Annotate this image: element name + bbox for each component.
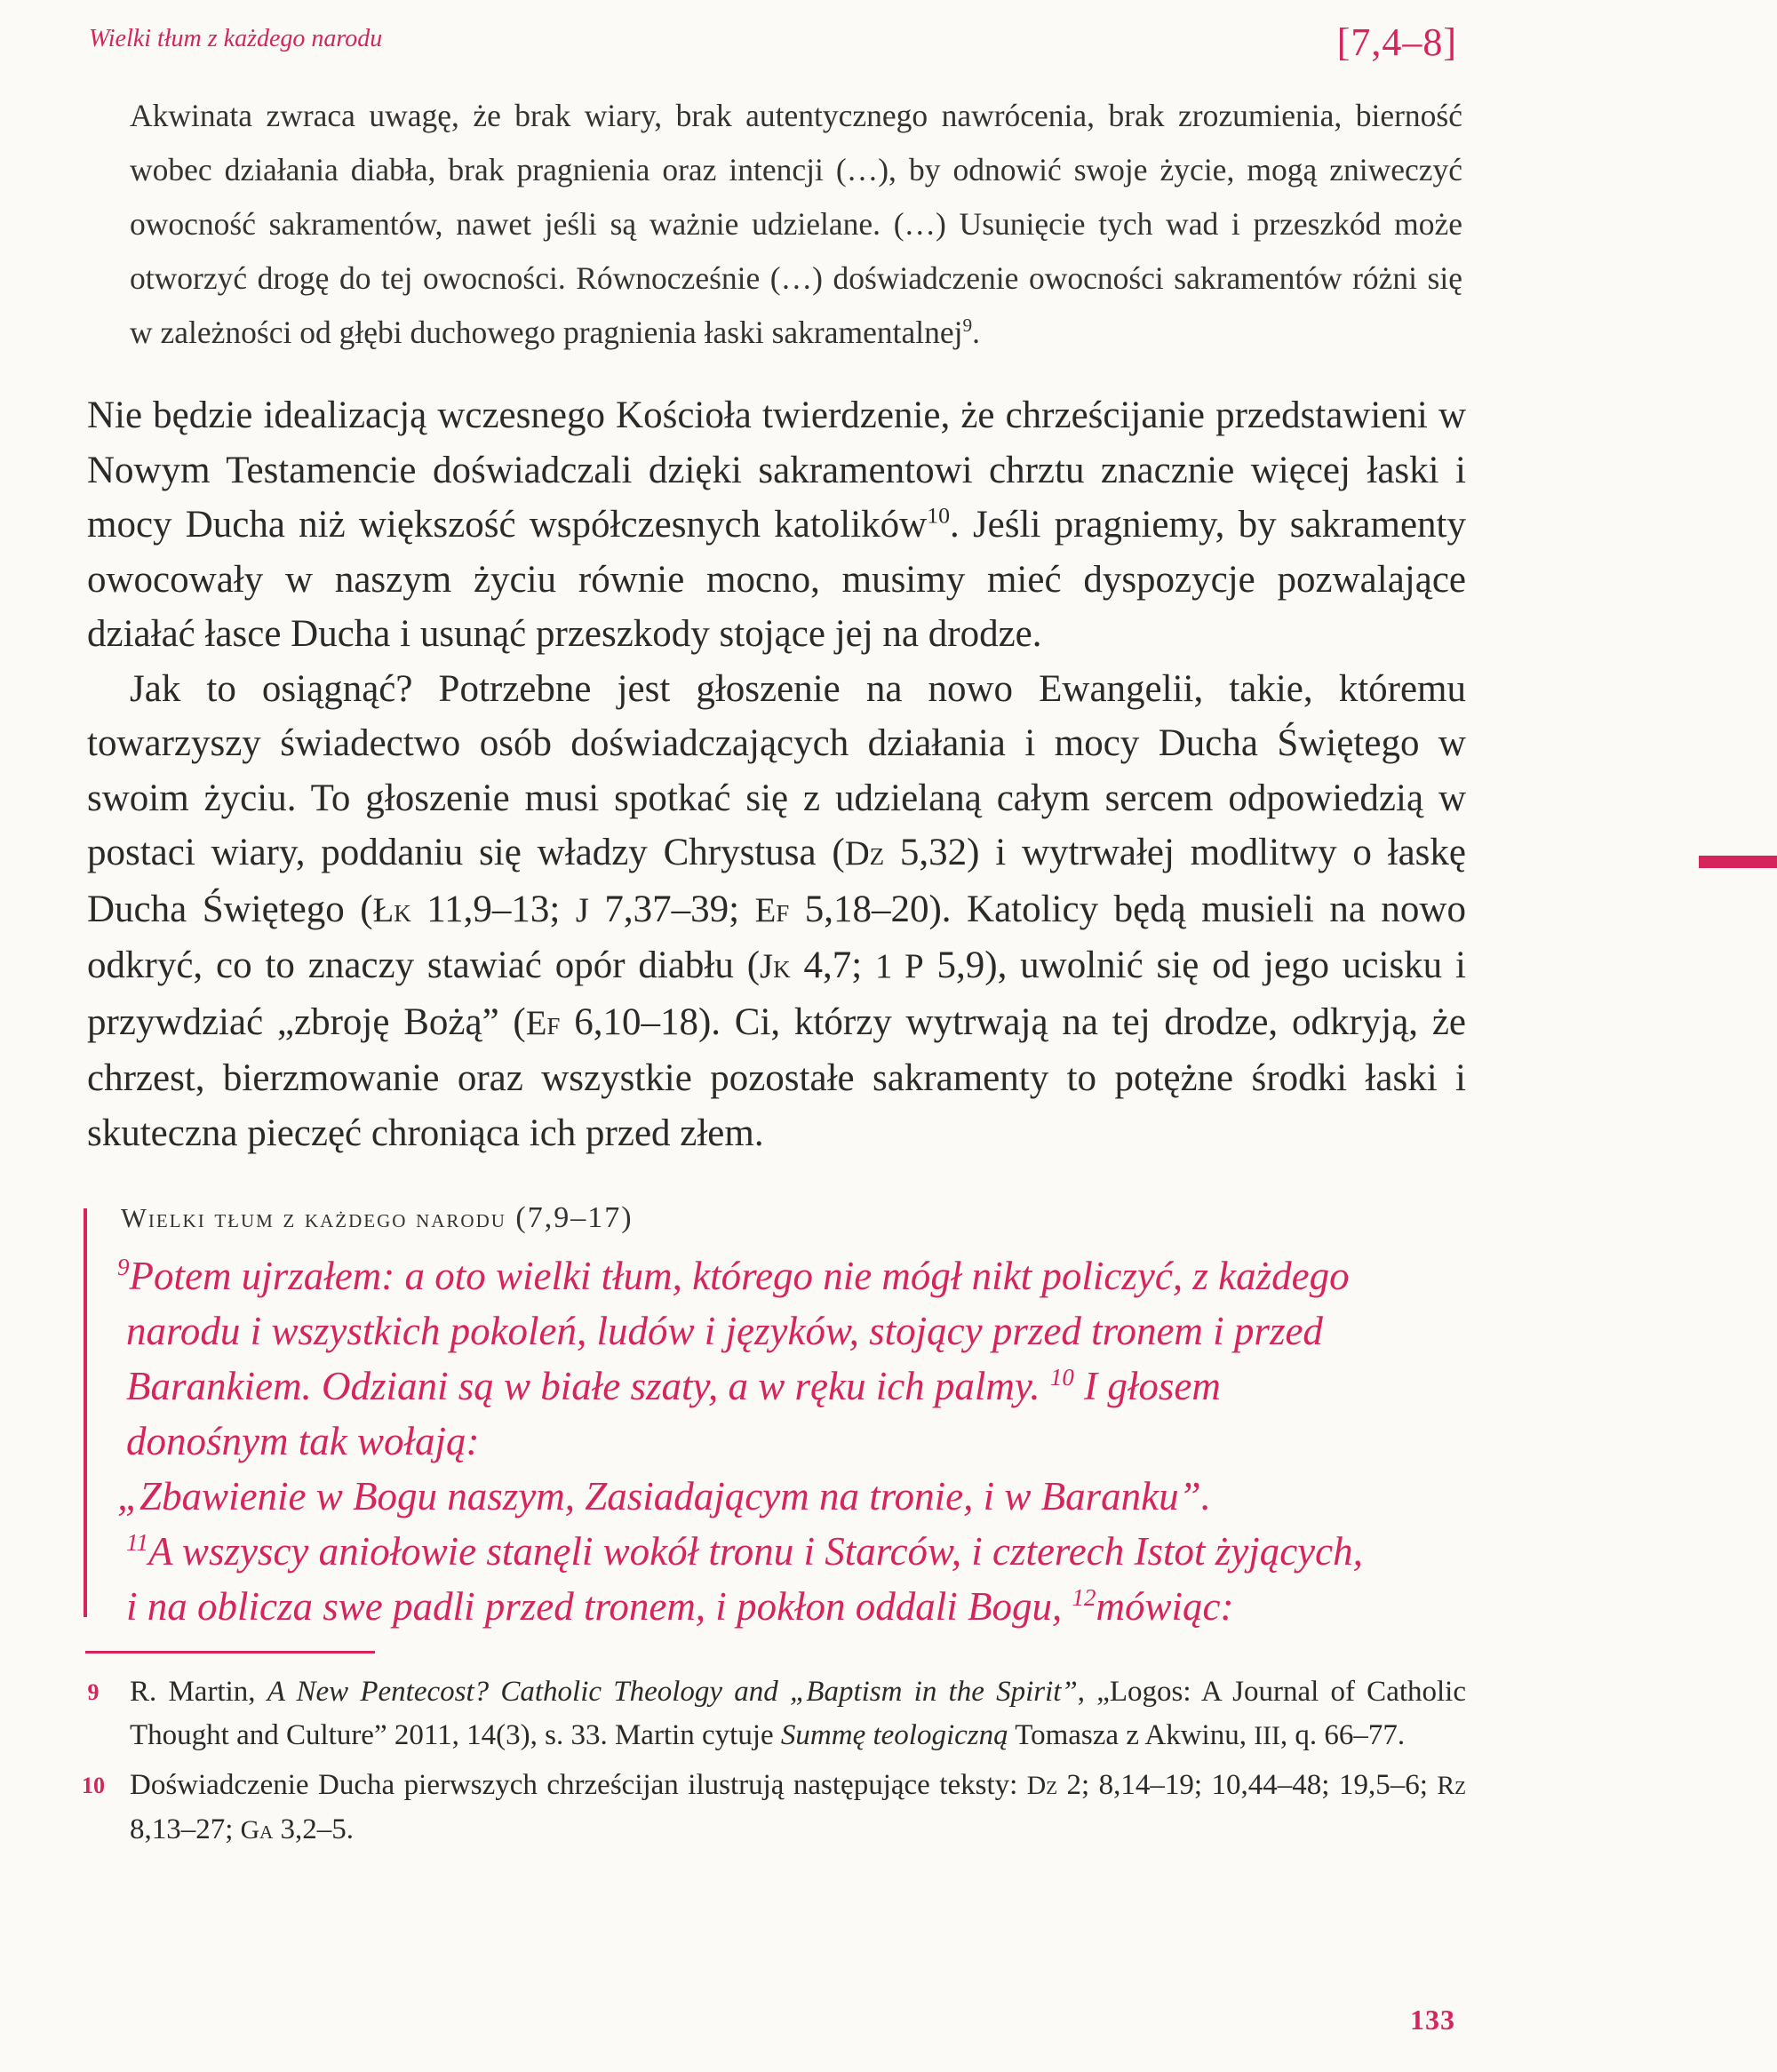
scripture-heading [121, 1201, 634, 1235]
footnote-ref-9[interactable]: 9 [962, 315, 973, 337]
scripture-heading-ref: (7,9–17) [515, 1201, 634, 1234]
scripture-line-2: narodu i wszystkich pokoleń, ludów i języków, stojący przed tronem i przed [126, 1309, 1323, 1353]
paragraph-2-text-d: 7,37–39; [588, 888, 755, 930]
footnote-number-10: 10 [82, 1773, 105, 1798]
paragraph-1 [87, 388, 1466, 662]
paragraph-2-text-h: 6,10–18). Ci, którzy wytrwają na tej drodze, odkryją, że chrzest, bierzmowanie oraz wszystkie pozostałe sakramenty to potężne środki łaski i skuteczna pieczęć chroniąca ich przed złem. [87, 1000, 1466, 1154]
verse-number-12: 12 [1072, 1584, 1096, 1611]
footnote-10-text-b: 2; 8,14–19; 10,44–48; 19,5–6; [1057, 1769, 1438, 1801]
scripture-line-1: Potem ujrzałem: a oto wielki tłum, którego nie mógł nikt policzyć, z każdego [129, 1254, 1350, 1298]
bible-ref-1p: 1 P [875, 948, 924, 985]
scripture-line-4: donośnym tak wołają: [126, 1419, 480, 1463]
bible-ref-ef: Ef [754, 891, 790, 929]
paragraph-1-text-b: . Jeśli pragniemy, by sakramenty owocowały w naszym życiu równie mocno, musimy mieć dyspozycje pozwalające działać łasce Ducha i usunąć przeszkody stojące jej na drodze. [87, 504, 1466, 655]
footnote-9-roman: III [1254, 1722, 1280, 1750]
paragraph-2-text-e: 5,18–20). Katolicy będą musieli na nowo odkryć, co to znaczy stawiać opór diabłu ( [87, 888, 1466, 986]
paragraph-1-text-a: Nie będzie idealizacją wczesnego Kościoła twierdzenie, że chrześcijanie przedstawieni w Nowym Testamencie doświadczali dzięki sakramentowi chrztu znacznie więcej łaski i mocy Ducha niż większość współczesnych katolików [87, 394, 1466, 546]
scripture-line [117, 1469, 1468, 1524]
scripture-line [117, 1303, 1468, 1359]
footnote-9-text-b: , „Logos: A Journal of Catholic Thought and Culture” 2011, 14(3), s. 33. Martin cytuje [130, 1676, 1466, 1751]
scripture-rule [84, 1208, 87, 1617]
bible-ref-jk: Jk [760, 948, 791, 985]
footnote-10-ref-rz: Rz [1437, 1772, 1466, 1800]
verse-number-10: 10 [1049, 1364, 1074, 1391]
scripture-line [117, 1579, 1468, 1634]
page-number: 133 [1410, 2004, 1455, 2036]
bible-ref-dz: Dz [844, 835, 885, 873]
bible-ref-j: J [575, 891, 589, 929]
running-title: Wielki tłum z każdego narodu [89, 25, 383, 52]
scripture-line-6: A wszyscy aniołowie stanęli wokół tronu i Starców, i czterech Istot żyjących, [148, 1529, 1363, 1574]
footnote-9-title: A New Pentecost? Catholic Theology and „Baptism in the Spirit” [267, 1676, 1078, 1708]
verse-number-11: 11 [126, 1529, 148, 1556]
footnote-9-text-d: , q. 66–77. [1279, 1719, 1406, 1751]
footnote-10-ref-dz: Dz [1026, 1772, 1058, 1800]
bible-ref-ef-2: Ef [525, 1004, 561, 1042]
footnote-separator [85, 1651, 375, 1654]
bible-ref-lk: Łk [372, 891, 411, 929]
scripture-line-7: i na oblicza swe padli przed tronem, i pokłon oddali Bogu, [126, 1584, 1063, 1629]
paragraph-2-text-c: 11,9–13; [410, 888, 576, 930]
footnotes [71, 1670, 1466, 1858]
footnote-10-text-d: 3,2–5. [273, 1813, 355, 1845]
scripture-line [117, 1524, 1468, 1579]
paragraph-2-text-a: Jak to osiągnąć? Potrzebne jest głoszenie na nowo Ewangelii, takie, któremu towarzyszy świadectwo osób doświadczających działania i mocy Ducha Świętego w swoim życiu. To głoszenie musi spotkać się z udzielaną całym sercem odpowiedzią w postaci wiary, poddaniu się władzy Chrystusa ( [87, 667, 1466, 873]
scripture-line-7b: mówiąc: [1096, 1584, 1234, 1629]
scripture-passage [117, 1248, 1468, 1634]
scripture-heading-title: Wielki tłum z każdego narodu [121, 1203, 506, 1233]
scripture-line-3b: I głosem [1084, 1364, 1221, 1408]
footnote-ref-10[interactable]: 10 [927, 502, 951, 529]
paragraph-2 [87, 662, 1466, 1161]
chapter-reference: [7,4–8] [1336, 20, 1457, 64]
footnote-9-title-2: Summę teologiczną [780, 1719, 1008, 1751]
scripture-line-3: Barankiem. Odziani są w białe szaty, a w ręku ich palmy. [126, 1364, 1040, 1408]
scripture-line [117, 1248, 1468, 1303]
footnote-9-text-a: R. Martin, [130, 1676, 267, 1708]
footnote-10-ref-ga: Ga [240, 1816, 274, 1845]
paragraph-2-text-g: 5,9), uwolnić się od jego ucisku i przywdziać „zbroję Bożą” ( [87, 944, 1466, 1043]
block-quote [130, 89, 1462, 360]
verse-number-9: 9 [117, 1254, 130, 1280]
footnote-number-9: 9 [87, 1679, 100, 1705]
body-text [87, 388, 1466, 1160]
quote-text: Akwinata zwraca uwagę, że brak wiary, brak autentycznego nawrócenia, brak zrozumienia, bierność wobec działania diabła, brak pragnienia oraz intencji (…), by odnowić swoje życie, mogą zniweczyć owocność sakramentów, nawet jeśli są ważnie udzielane. (…) Usunięcie tych wad i przeszkód może otworzyć drogę do tej owocności. Równocześnie (…) doświadczenie owocności sakramentów różni się w zależności od głębi duchowego pragnienia łaski sakramentalnej [130, 98, 1462, 350]
margin-marker [1699, 856, 1777, 868]
quote-end: . [972, 315, 980, 350]
footnote-9-text-c: Tomasza z Akwinu, [1008, 1719, 1255, 1751]
footnote-9 [71, 1670, 1466, 1758]
footnote-10 [71, 1764, 1466, 1853]
footnote-10-text-c: 8,13–27; [130, 1813, 241, 1845]
paragraph-2-text-b: 5,32) i wytrwałej modlitwy o łaskę Ducha Świętego ( [87, 832, 1466, 930]
scripture-line [117, 1359, 1468, 1414]
scripture-line [117, 1414, 1468, 1469]
footnote-10-text-a: Doświadczenie Ducha pierwszych chrześcijan ilustrują następujące teksty: [130, 1769, 1027, 1801]
paragraph-2-text-f: 4,7; [790, 944, 876, 986]
scripture-line-5: „Zbawienie w Bogu naszym, Zasiadającym na tronie, i w Baranku”. [117, 1474, 1211, 1518]
